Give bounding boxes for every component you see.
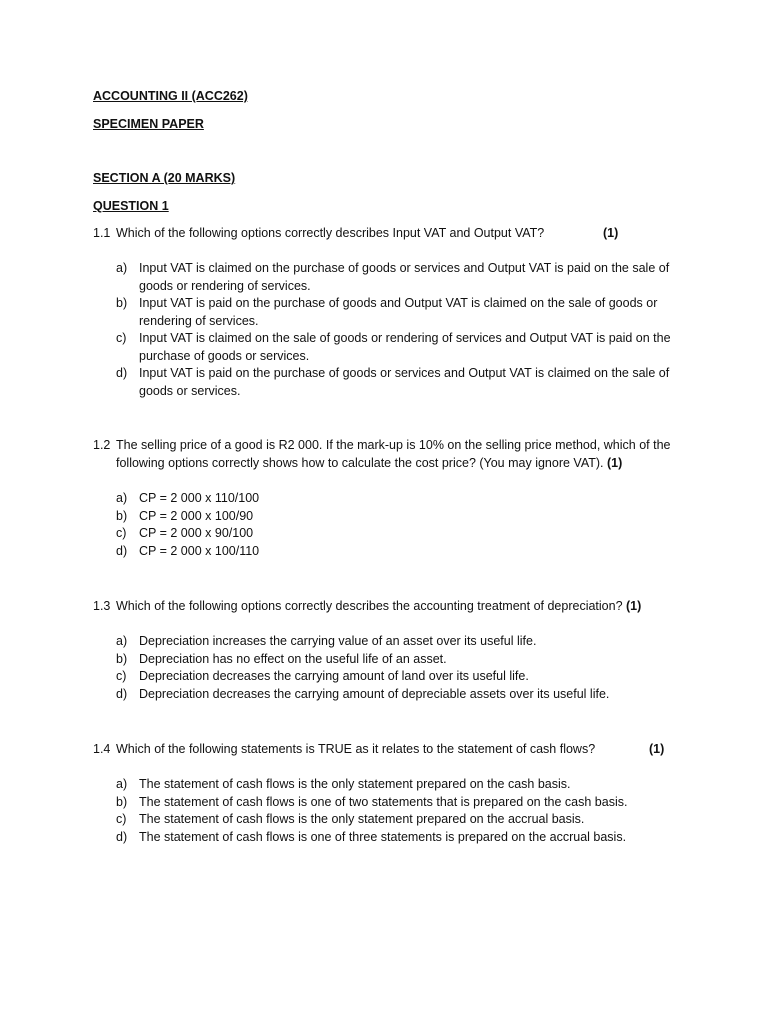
option-letter: d) — [116, 686, 128, 701]
question-number: 1.2 — [93, 438, 111, 452]
question-1-4 — [93, 741, 693, 759]
option-text: The statement of cash flows is one of three statements is prepared on the accrual basis. — [139, 829, 627, 844]
option-text: CP = 2 000 x 100/110 — [139, 543, 260, 558]
option-item — [116, 829, 681, 847]
question-heading: QUESTION 1 — [93, 199, 169, 213]
option-text: The statement of cash flows is the only statement prepared on the accrual basis. — [139, 812, 585, 826]
question-1-2 — [93, 437, 693, 472]
option-letter: b) — [116, 651, 128, 666]
option-item — [116, 525, 681, 543]
option-text: Depreciation decreases the carrying amount of land over its useful life. — [139, 669, 529, 683]
option-item — [116, 490, 681, 508]
option-text: Depreciation decreases the carrying amount of depreciable assets over its useful life. — [139, 686, 610, 701]
question-text: Which of the following statements is TRUE as it relates to the statement of cash flows? — [116, 742, 596, 756]
options-1-2 — [116, 490, 681, 560]
question-number: 1.4 — [93, 742, 111, 756]
course-title: ACCOUNTING II (ACC262) — [93, 89, 248, 103]
option-letter: c) — [116, 669, 127, 683]
question-marks: (1) — [649, 742, 665, 756]
question-number: 1.1 — [93, 226, 111, 240]
question-number: 1.3 — [93, 599, 111, 613]
option-text: CP = 2 000 x 100/90 — [139, 508, 254, 523]
option-letter: c) — [116, 812, 127, 826]
question-marks: (1) — [626, 599, 642, 613]
option-letter: a) — [116, 777, 128, 791]
option-text: CP = 2 000 x 90/100 — [139, 526, 254, 540]
option-item — [116, 330, 681, 365]
question-1-3 — [93, 598, 693, 616]
option-letter: c) — [116, 331, 127, 345]
option-letter: d) — [116, 366, 128, 380]
option-item — [116, 651, 681, 669]
option-text: Input VAT is paid on the purchase of goods and Output VAT is claimed on the sale of goods or rendering of services. — [139, 296, 658, 328]
question-text: The selling price of a good is R2 000. If the mark-up is 10% on the selling price method, which of the following options correctly shows how to calculate the cost price? (You may ignore VAT). — [116, 438, 671, 470]
option-item — [116, 686, 681, 704]
question-marks: (1) — [603, 226, 619, 240]
options-1-4 — [116, 776, 681, 846]
option-letter: d) — [116, 829, 128, 844]
option-letter: a) — [116, 491, 128, 505]
option-letter: b) — [116, 296, 128, 310]
question-text: Which of the following options correctly describes Input VAT and Output VAT? — [116, 226, 545, 240]
option-text: Input VAT is claimed on the sale of goods or rendering of services and Output VAT is paid on the purchase of goods or services. — [139, 331, 671, 363]
question-marks: (1) — [606, 455, 623, 470]
option-letter: b) — [116, 794, 128, 809]
option-item — [116, 260, 681, 295]
option-item — [116, 295, 681, 330]
options-1-1 — [116, 260, 681, 400]
option-letter: c) — [116, 526, 127, 540]
option-item — [116, 365, 681, 400]
option-text: Depreciation has no effect on the useful life of an asset. — [139, 651, 447, 666]
option-item — [116, 776, 681, 794]
option-text: CP = 2 000 x 110/100 — [139, 491, 260, 505]
option-item — [116, 633, 681, 651]
option-item — [116, 794, 681, 812]
option-letter: a) — [116, 634, 128, 648]
paper-title: SPECIMEN PAPER — [93, 117, 204, 131]
option-item — [116, 543, 681, 561]
option-text: Depreciation increases the carrying value of an asset over its useful life. — [139, 634, 537, 648]
section-heading: SECTION A (20 MARKS) — [93, 171, 236, 185]
option-item — [116, 811, 681, 829]
option-text: Input VAT is paid on the purchase of goods or services and Output VAT is claimed on the sale of goods or services. — [139, 366, 670, 398]
options-1-3 — [116, 633, 681, 703]
option-text: Input VAT is claimed on the purchase of goods or services and Output VAT is paid on the sale of goods or rendering of services. — [139, 261, 670, 293]
option-text: The statement of cash flows is the only statement prepared on the cash basis. — [139, 777, 571, 791]
option-text: The statement of cash flows is one of two statements that is prepared on the cash basis. — [139, 794, 628, 809]
option-letter: b) — [116, 508, 128, 523]
option-item — [116, 508, 681, 526]
question-text: Which of the following options correctly describes the accounting treatment of depreciation? — [116, 599, 623, 613]
option-item — [116, 668, 681, 686]
option-letter: a) — [116, 261, 128, 275]
option-letter: d) — [116, 543, 128, 558]
